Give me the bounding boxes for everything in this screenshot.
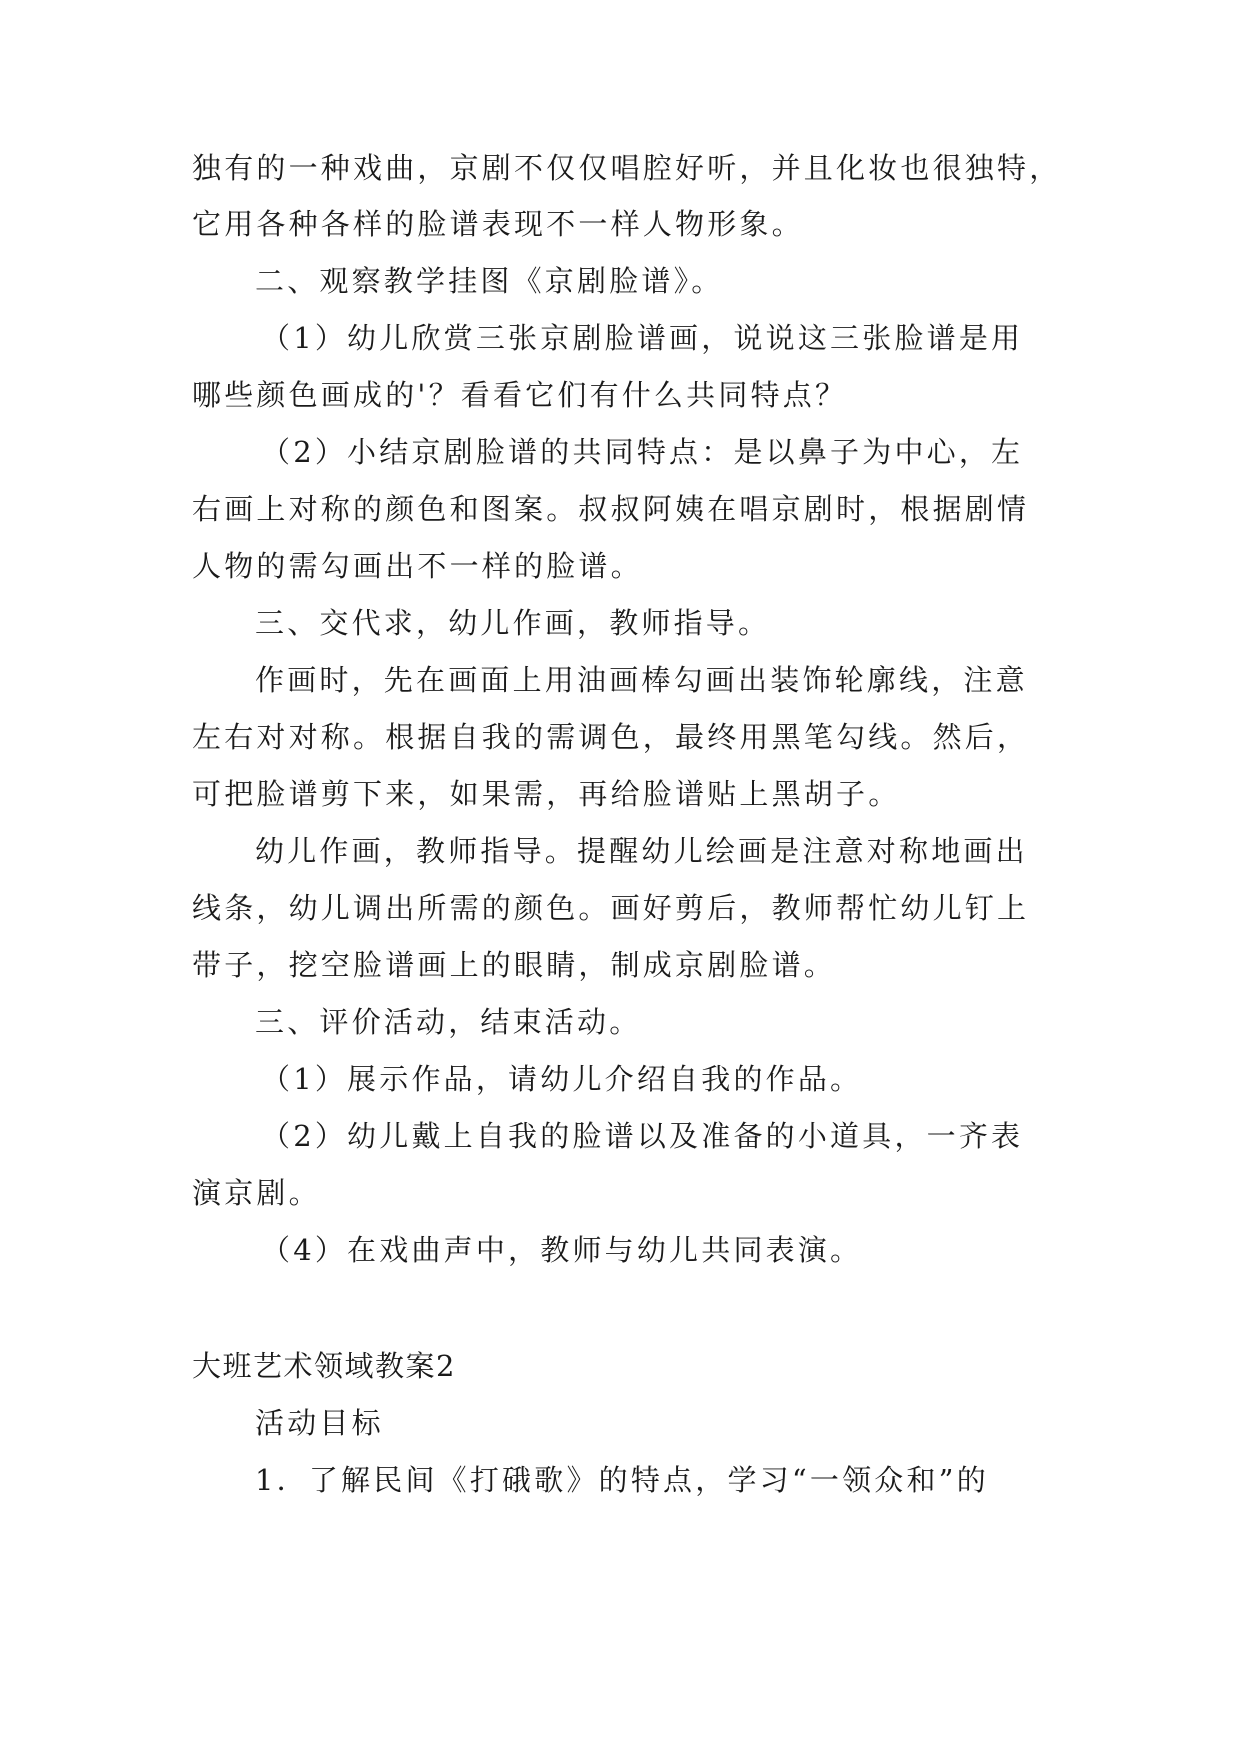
paragraph-line: 幼儿作画，教师指导。提醒幼儿绘画是注意对称地画出 [255, 834, 1028, 868]
paragraph-line: 带子，挖空脸谱画上的眼睛，制成京剧脸谱。 [192, 948, 837, 982]
paragraph-line: 1．了解民间《打硪歌》的特点，学习“一领众和”的 [255, 1463, 989, 1497]
paragraph-line: （4）在戏曲声中，教师与幼儿共同表演。 [261, 1233, 863, 1267]
paragraph-line: （1）展示作品，请幼儿介绍自我的作品。 [261, 1062, 863, 1096]
section-heading: 二、观察教学挂图《京剧脸谱》。 [255, 264, 724, 298]
paragraph-line: 右画上对称的颜色和图案。叔叔阿姨在唱京剧时，根据剧情 [192, 492, 1030, 526]
paragraph-line: （2）幼儿戴上自我的脸谱以及准备的小道具，一齐表 [261, 1119, 1024, 1153]
section-heading: 三、交代求，幼儿作画，教师指导。 [255, 606, 771, 640]
paragraph-line: 线条，幼儿调出所需的颜色。画好剪后，教师帮忙幼儿钉上 [192, 891, 1030, 925]
paragraph-line: （1）幼儿欣赏三张京剧脸谱画，说说这三张脸谱是用 [261, 321, 1024, 355]
section-heading: 三、评价活动，结束活动。 [255, 1005, 642, 1039]
document-title: 大班艺术领域教案2 [192, 1349, 456, 1383]
section-heading: 活动目标 [255, 1406, 384, 1440]
paragraph-line: 人物的需勾画出不一样的脸谱。 [192, 549, 643, 583]
paragraph-line: 独有的一种戏曲，京剧不仅仅唱腔好听，并且化妆也很独特， [192, 151, 1062, 185]
paragraph-line: 它用各种各样的脸谱表现不一样人物形象。 [192, 207, 804, 241]
paragraph-line: 可把脸谱剪下来，如果需，再给脸谱贴上黑胡子。 [192, 777, 901, 811]
paragraph-line: 作画时，先在画面上用油画棒勾画出装饰轮廓线，注意 [255, 663, 1028, 697]
paragraph-line: 演京剧。 [192, 1176, 321, 1210]
paragraph-line: （2）小结京剧脸谱的共同特点：是以鼻子为中心，左 [261, 435, 1024, 469]
paragraph-line: 左右对对称。根据自我的需调色，最终用黑笔勾线。然后， [192, 720, 1030, 754]
paragraph-line: 哪些颜色画成的'？看看它们有什么共同特点？ [192, 378, 848, 412]
